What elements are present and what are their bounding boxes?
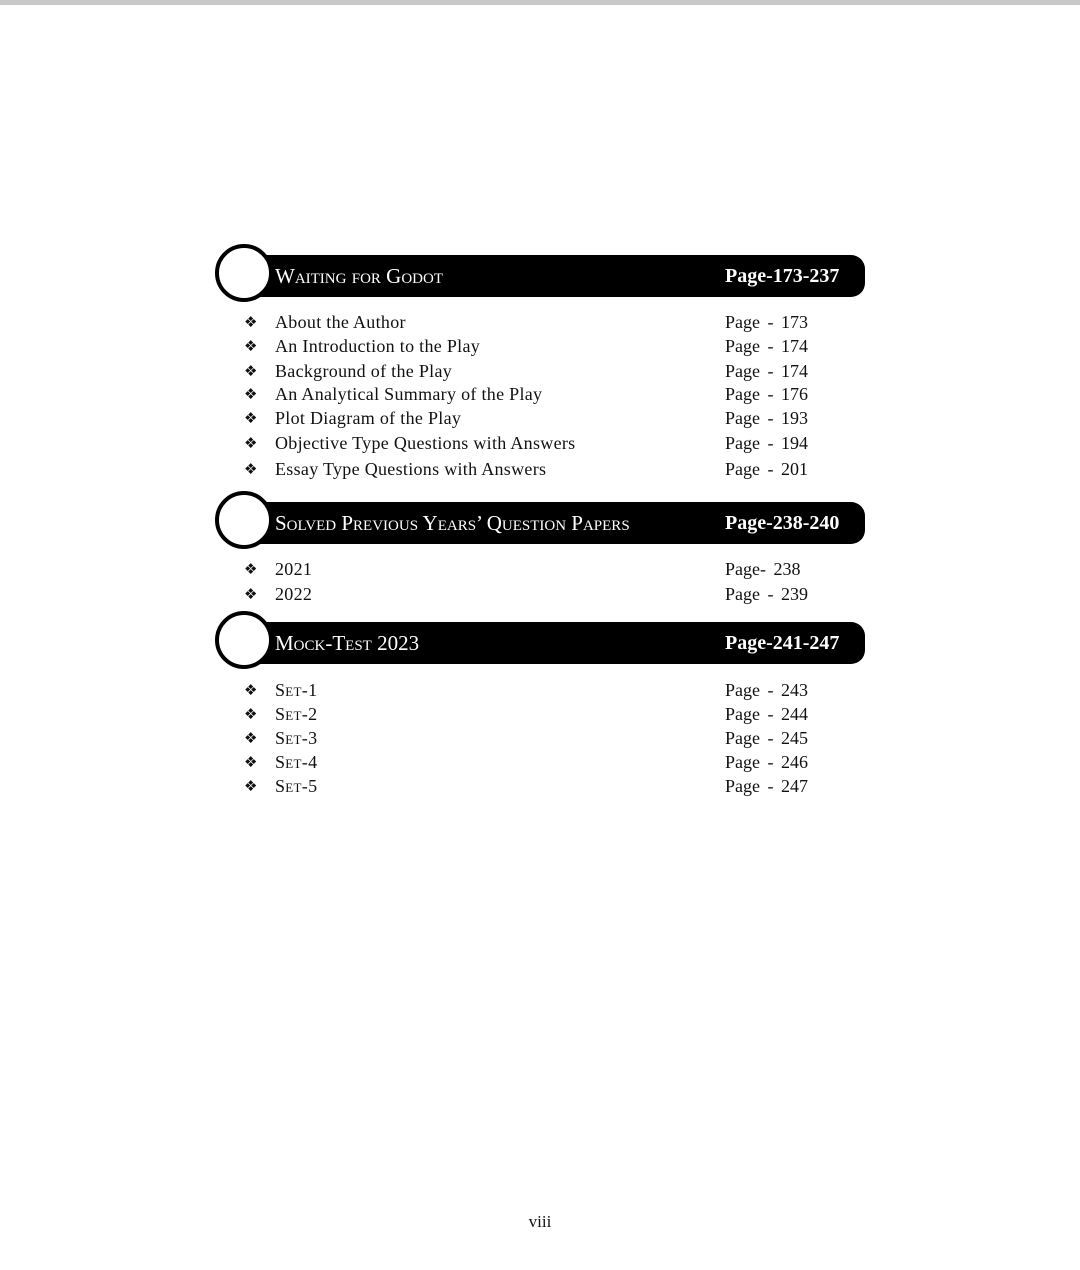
entry-label: Essay Type Questions with Answers [275, 459, 547, 479]
toc-entry[interactable] [244, 557, 844, 581]
toc-entry[interactable] [244, 726, 844, 750]
entry-label: Set-1 [275, 680, 318, 700]
diamond-bullet-icon: ❖ [244, 337, 258, 355]
entry-label: An Analytical Summary of the Play [275, 384, 543, 404]
toc-entry[interactable] [244, 382, 844, 406]
entry-page: Page - 239 [725, 584, 808, 604]
entry-page: Page - 193 [725, 408, 808, 428]
diamond-bullet-icon: ❖ [244, 560, 258, 578]
entry-label: Set-5 [275, 776, 318, 796]
section-page-range: Page-241-247 [725, 632, 840, 654]
diamond-bullet-icon: ❖ [244, 434, 258, 452]
toc-entry[interactable] [244, 582, 844, 606]
diamond-bullet-icon: ❖ [244, 313, 258, 331]
diamond-bullet-icon: ❖ [244, 460, 258, 478]
circle-icon [215, 611, 273, 669]
toc-entry[interactable] [244, 334, 844, 358]
entry-page: Page - 201 [725, 459, 808, 479]
entry-label: An Introduction to the Play [275, 336, 481, 356]
circle-icon [215, 491, 273, 549]
diamond-bullet-icon: ❖ [244, 385, 258, 403]
entry-page: Page - 173 [725, 312, 808, 332]
top-border-rule [0, 0, 1080, 5]
entry-label: Set-3 [275, 728, 318, 748]
diamond-bullet-icon: ❖ [244, 729, 258, 747]
entry-label: Set-4 [275, 752, 318, 772]
entry-page: Page - 174 [725, 361, 808, 381]
diamond-bullet-icon: ❖ [244, 777, 258, 795]
entry-label: Background of the Play [275, 361, 453, 381]
toc-entry[interactable] [244, 310, 844, 334]
entry-page: Page - 247 [725, 776, 808, 796]
page-folio: viii [528, 1212, 552, 1231]
toc-entry[interactable] [244, 406, 844, 430]
toc-entry[interactable] [244, 359, 844, 383]
section-title: Solved Previous Years’ Question Papers [275, 511, 630, 535]
entry-page: Page - 194 [725, 433, 808, 453]
section-header-solved-papers [215, 491, 865, 551]
diamond-bullet-icon: ❖ [244, 681, 258, 699]
entry-label: 2021 [275, 559, 313, 579]
entry-page: Page - 176 [725, 384, 808, 404]
entry-label: Objective Type Questions with Answers [275, 433, 576, 453]
entry-label: About the Author [275, 312, 406, 332]
toc-entry[interactable] [244, 431, 844, 455]
section-page-range: Page-238-240 [725, 512, 840, 534]
toc-entry[interactable] [244, 702, 844, 726]
section-header-waiting-for-godot [215, 244, 865, 304]
entry-label: Set-2 [275, 704, 318, 724]
diamond-bullet-icon: ❖ [244, 585, 258, 603]
toc-entry[interactable] [244, 750, 844, 774]
section-header-mock-test [215, 611, 865, 671]
circle-icon [215, 244, 273, 302]
toc-entry[interactable] [244, 457, 844, 481]
entry-label: 2022 [275, 584, 313, 604]
toc-entry[interactable] [244, 678, 844, 702]
entry-label: Plot Diagram of the Play [275, 408, 462, 428]
diamond-bullet-icon: ❖ [244, 753, 258, 771]
section-title: Waiting for Godot [275, 264, 443, 288]
section-page-range: Page-173-237 [725, 265, 840, 287]
diamond-bullet-icon: ❖ [244, 362, 258, 380]
toc-entry[interactable] [244, 774, 844, 798]
section-title: Mock-Test 2023 [275, 631, 420, 655]
entry-page: Page- 238 [725, 559, 801, 579]
entry-page: Page - 243 [725, 680, 808, 700]
entry-page: Page - 244 [725, 704, 808, 724]
diamond-bullet-icon: ❖ [244, 409, 258, 427]
diamond-bullet-icon: ❖ [244, 705, 258, 723]
entry-page: Page - 174 [725, 336, 808, 356]
entry-page: Page - 245 [725, 728, 808, 748]
entry-page: Page - 246 [725, 752, 808, 772]
